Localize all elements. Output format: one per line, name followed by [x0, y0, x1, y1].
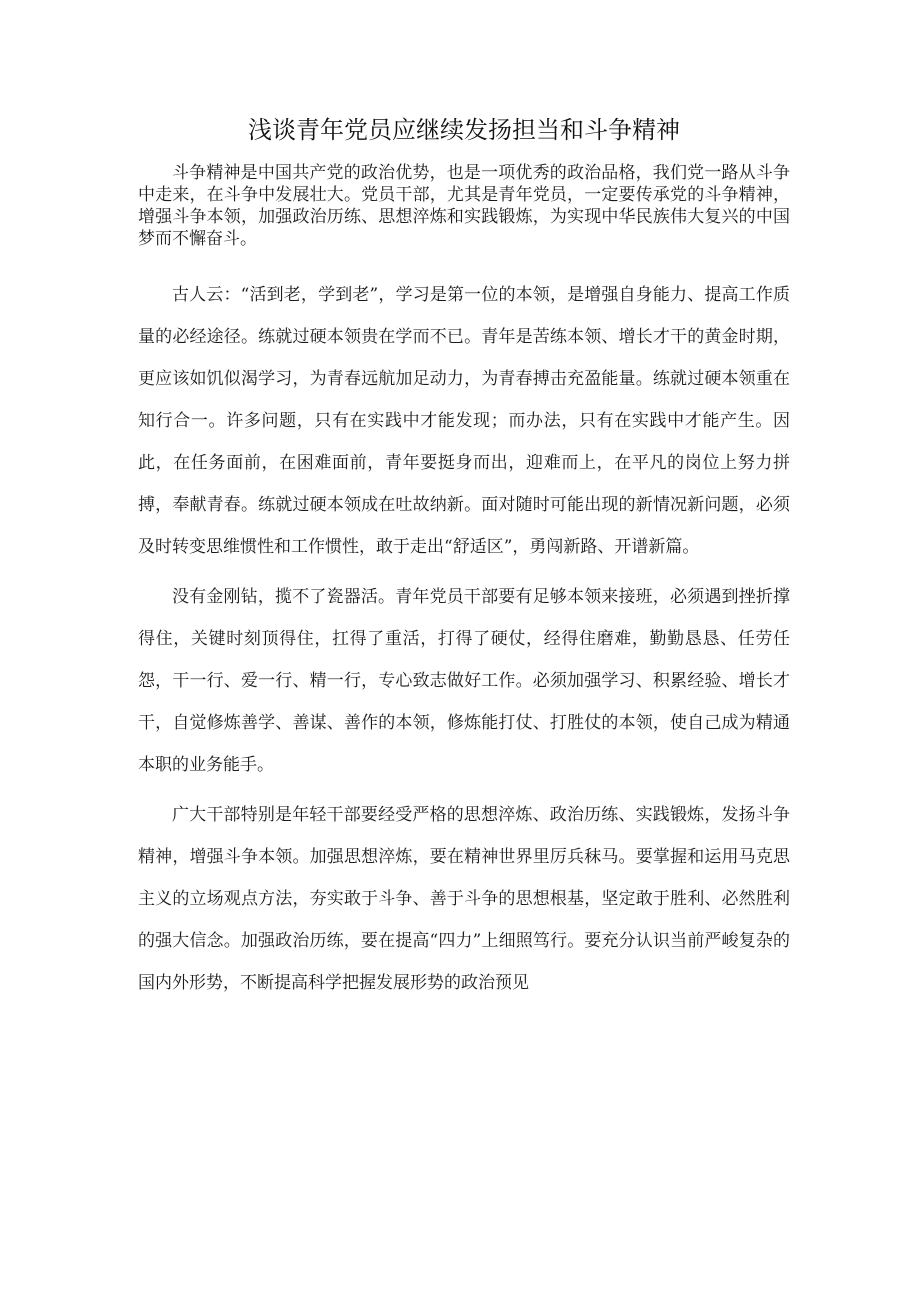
paragraph-learning: 古人云：“活到老，学到老”，学习是第一位的本领，是增强自身能力、提高工作质量的必经途径。练就过硬本领贵在学而不已。青年是苦练本领、增长才干的黄金时期，更应该如饥似渴学习，为青春远航加足动力，为青春搏击充盈能量。练就过硬本领重在知行合一。许多问题，只有在实践中才能发现；而办法，只有在实践中才能产生。因此，在任务面前，在困难面前，青年要挺身而出，迎难而上，在平凡的岗位上努力拼搏，奉献青春。练就过硬本领成在吐故纳新。面对随时可能出现的新情况新问题，必须及时转变思维惯性和工作惯性，敢于走出“舒适区”，勇闯新路、开谱新篇。	[138, 285, 790, 557]
document-page	[138, 112, 790, 1012]
paragraph-tempering: 广大干部特别是年轻干部要经受严格的思想淬炼、政治历练、实践锻炼，发扬斗争精神，增强斗争本领。加强思想淬炼，要在精神世界里厉兵秣马。要掌握和运用马克思主义的立场观点方法，夯实敢于斗争、善于斗争的思想根基，坚定敢于胜利、必然胜利的强大信念。加强政治历练，要在提高“四力”上细照笃行。要充分认识当前严峻复杂的国内外形势，不断提高科学把握发展形势的政治预见	[138, 805, 790, 993]
paragraph-skills: 没有金刚钻，揽不了瓷器活。青年党员干部要有足够本领来接班，必须遇到挫折撑得住，关键时刻顶得住，扛得了重活，打得了硬仗，经得住磨难，勤勤恳恳、任劳任怨，干一行、爱一行、精一行，专心致志做好工作。必须加强学习、积累经验、增长才干，自觉修炼善学、善谋、善作的本领，修炼能打仗、打胜仗的本领，使自己成为精通本职的业务能手。	[138, 587, 790, 775]
document-title: 浅谈青年党员应继续发扬担当和斗争精神	[248, 116, 680, 144]
paragraph-intro: 斗争精神是中国共产党的政治优势，也是一项优秀的政治品格，我们党一路从斗争中走来，在斗争中发展壮大。党员干部，尤其是青年党员，一定要传承党的斗争精神，增强斗争本领，加强政治历练、思想淬炼和实践锻炼，为实现中华民族伟大复兴的中国梦而不懈奋斗。	[138, 163, 790, 249]
